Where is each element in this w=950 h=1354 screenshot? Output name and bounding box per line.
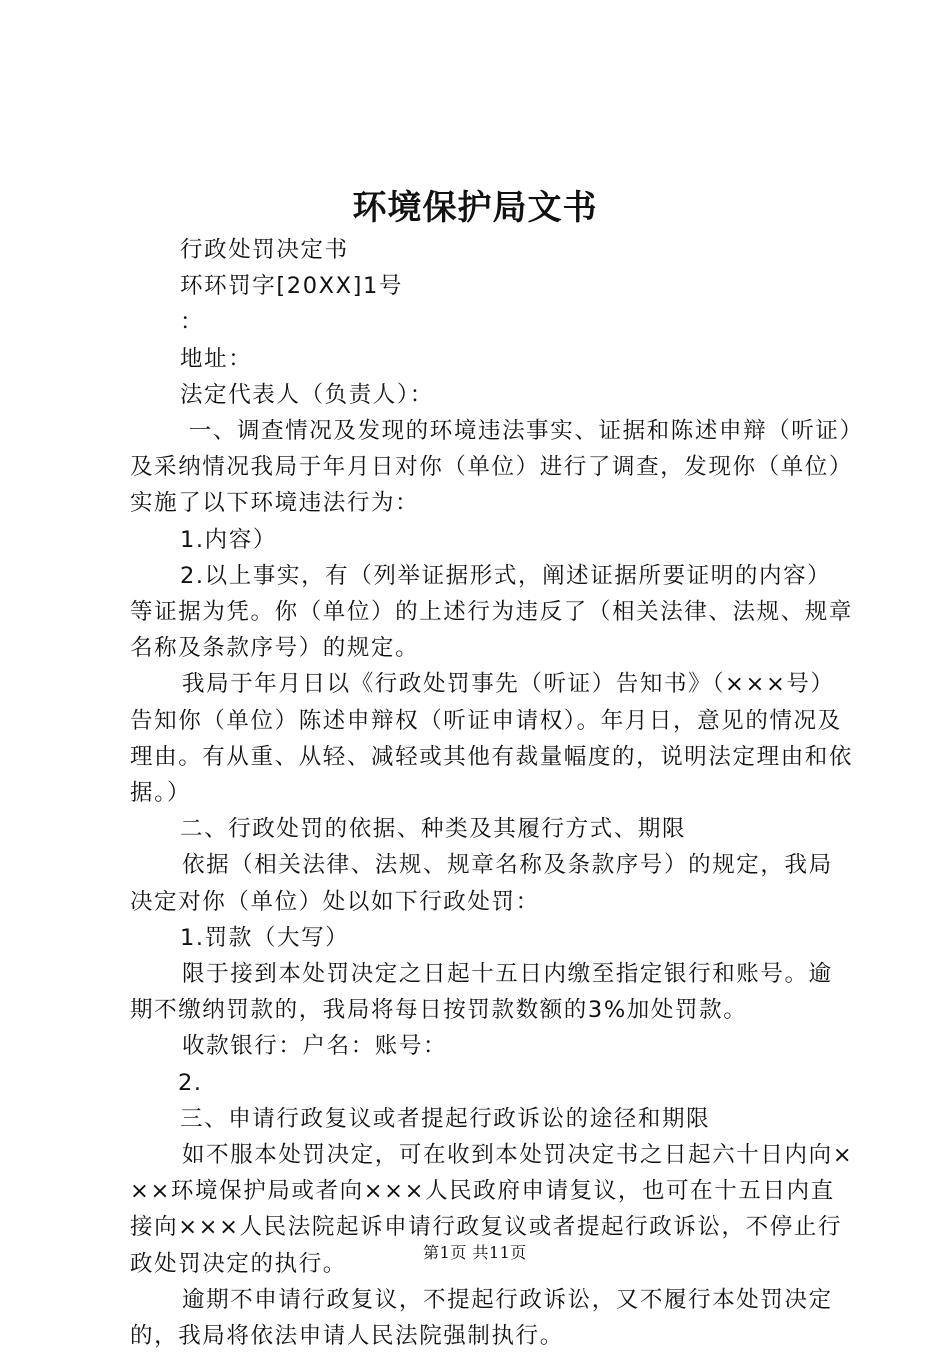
item-2-facts: 2.以上事实，有（列举证据形式，阐述证据所要证明的内容）等证据为凭。你（单位）的上述行为违反了（相关法律、法规、规章名称及条款序号）的规定。 [130,562,854,662]
bank-info-line: 收款银行：户名：账号： [182,1033,448,1060]
party-line: ： [180,309,205,336]
appeal-paragraph: 如不服本处罚决定，可在收到本处罚决定书之日起六十日内向×××环境保护局或者向×××人民政府申请复议，也可在十五日内直接向×××人民法院起诉申请行政复议或者提起行政诉讼，不停止行政处罚决定的执行。 [130,1142,854,1277]
page-number-footer: 第1页 共11页 [423,1243,527,1262]
item-2-line: 2. [178,1069,203,1096]
document-body [130,232,855,1354]
document-title: 环境保护局文书 [352,188,598,228]
enforcement-paragraph: 逾期不申请行政复议，不提起行政诉讼，又不履行本处罚决定的，我局将依法申请人民法院强制执行。 [130,1286,833,1350]
item-1-content: 1.内容） [180,526,277,553]
doc-number-line: 环环罚字[20XX]1号 [180,273,404,300]
payment-deadline-paragraph: 限于接到本处罚决定之日起十五日内缴至指定银行和账号。逾期不缴纳罚款的，我局将每日按罚款数额的3%加处罚款。 [130,961,833,1024]
address-line: 地址： [180,345,253,372]
basis-paragraph: 依据（相关法律、法规、规章名称及条款序号）的规定，我局决定对你（单位）处以如下行政处罚： [130,852,833,915]
section-two-heading: 二、行政处罚的依据、种类及其履行方式、期限 [180,816,687,843]
doc-type-line: 行政处罚决定书 [180,237,349,263]
legal-representative-line: 法定代表人（负责人）： [180,381,434,408]
section-three-heading: 三、申请行政复议或者提起行政诉讼的途径和期限 [180,1105,711,1132]
section-one-paragraph: 一、调查情况及发现的环境违法事实、证据和陈述申辩（听证）及采纳情况我局于年月日对你（单位）进行了调查，发现你（单位）实施了以下环境违法行为： [130,418,854,517]
fine-item: 1.罚款（大写） [180,924,350,951]
notice-paragraph: 我局于年月日以《行政处罚事先（听证）告知书》（×××号）告知你（单位）陈述申辩权（听证申请权）。年月日，意见的情况及理由。有从重、从轻、减轻或其他有裁量幅度的，说明法定理由和依据。） [130,671,854,807]
